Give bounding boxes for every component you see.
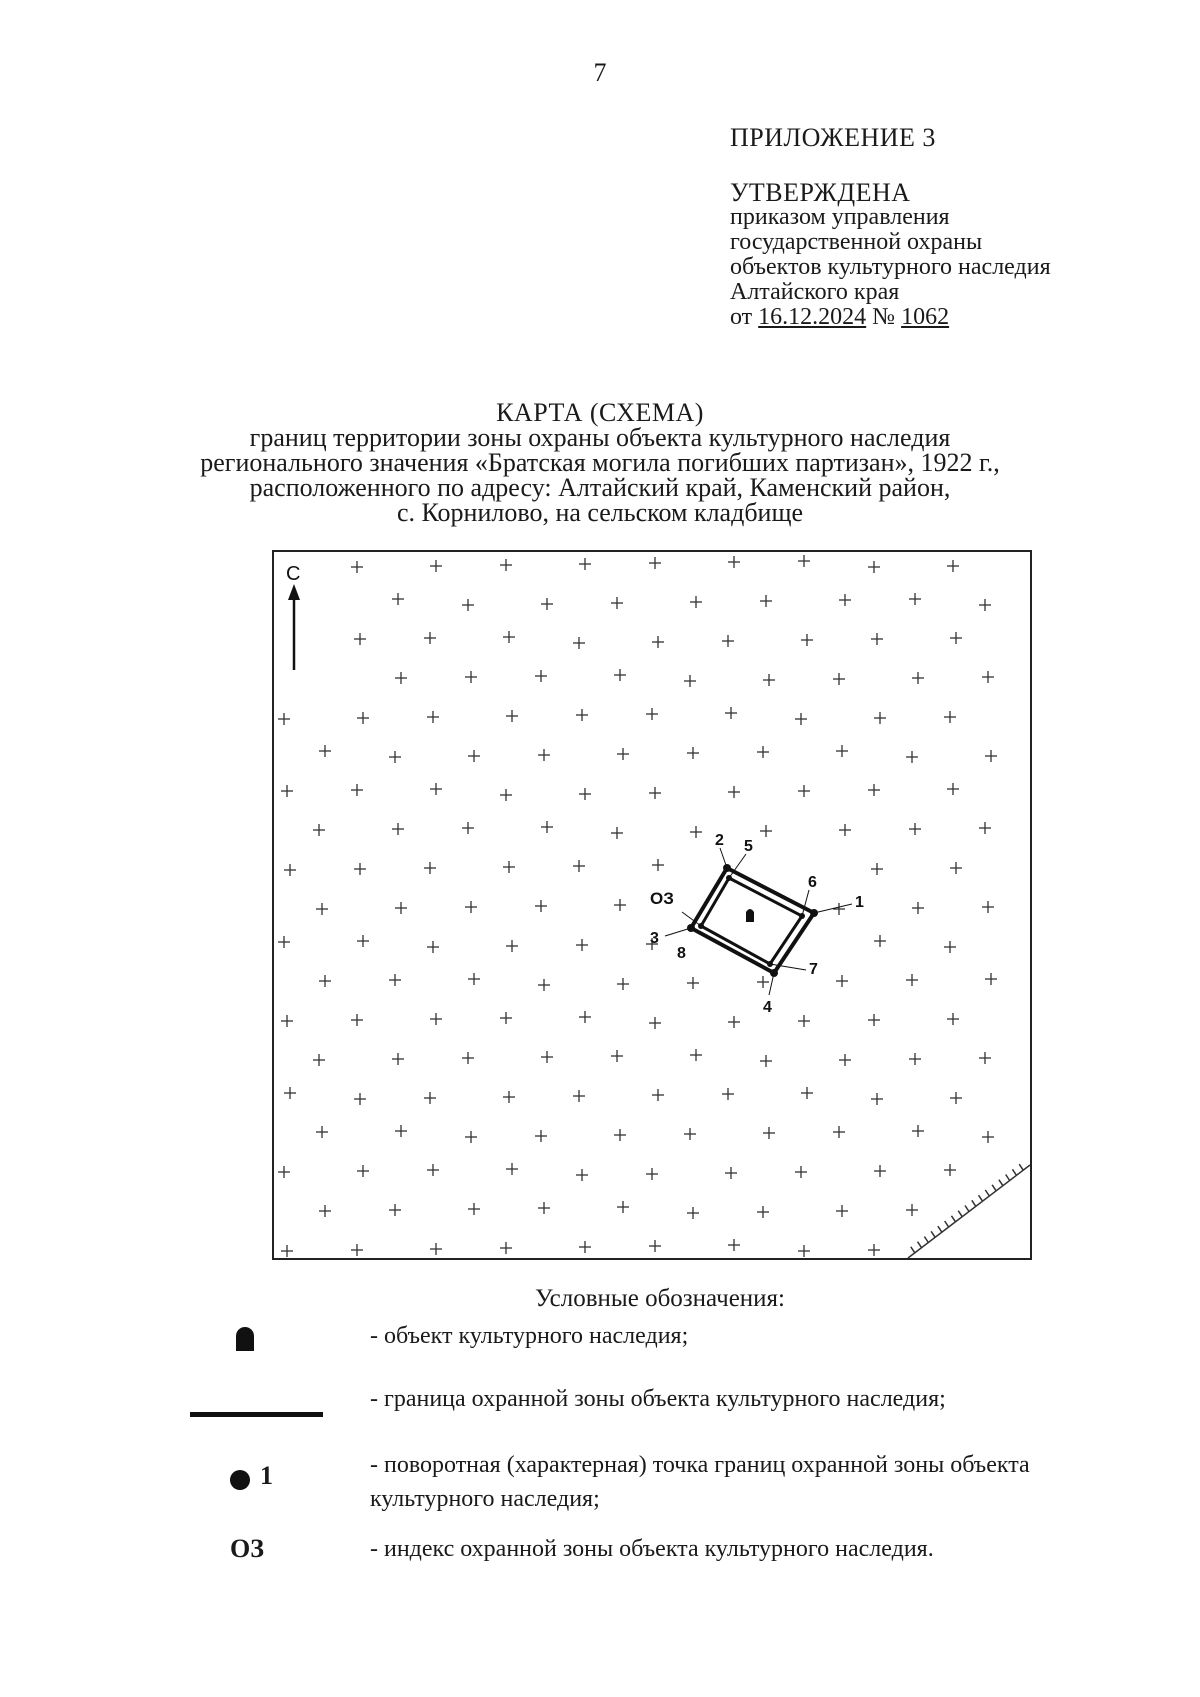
approval-block (730, 125, 1051, 330)
map-scheme (272, 550, 1032, 1260)
legend-text: - поворотная (характерная) точка границ охранной зоны объекта культурного наследия; (370, 1452, 1030, 1512)
map-title-heading: КАРТА (СХЕМА) (496, 398, 704, 427)
date-prefix: от (730, 304, 753, 330)
point-label: 5 (744, 838, 753, 855)
point-label: 6 (808, 874, 817, 891)
map-title-line: расположенного по адресу: Алтайский край, Каменский район, (249, 473, 951, 502)
north-label: С (286, 563, 301, 585)
legend-text: - индекс охранной зоны объекта культурного наследия. (370, 1536, 934, 1562)
legend-text: - граница охранной зоны объекта культурного наследия; (370, 1386, 946, 1412)
map-title-line: границ территории зоны охраны объекта культурного наследия (249, 423, 951, 452)
boundary-line-icon (190, 1412, 323, 1417)
point-label: 8 (677, 945, 686, 962)
point-label: 3 (650, 930, 659, 947)
zone-index-label: ОЗ (650, 889, 674, 908)
map-title (0, 400, 1200, 525)
legend-symbol (180, 1394, 340, 1434)
approval-line: Алтайского края (730, 279, 900, 305)
point-label: 2 (715, 832, 724, 849)
legend-item-turning-point (180, 1448, 1100, 1523)
approval-line: приказом управления (730, 204, 950, 230)
approval-date-line (730, 305, 1051, 330)
number-prefix: № (872, 304, 896, 330)
approval-date: 16.12.2024 (758, 304, 867, 330)
map-svg (272, 550, 1032, 1260)
zone-index-symbol: ОЗ (230, 1534, 264, 1563)
legend-symbol (180, 1530, 340, 1570)
point-label: 4 (763, 999, 772, 1016)
point-label: 7 (809, 961, 818, 978)
legend-item-zone-index (180, 1530, 1100, 1580)
turning-point-icon (230, 1470, 250, 1490)
page-number: 7 (593, 58, 607, 87)
turning-point-symbol-label: 1 (260, 1461, 273, 1490)
approval-heading: УТВЕРЖДЕНА (730, 178, 911, 207)
monument-icon (236, 1327, 254, 1351)
legend-item-monument (180, 1317, 1100, 1367)
map-title-line: регионального значения «Братская могила погибших партизан», 1922 г., (200, 448, 1000, 477)
approval-number: 1062 (901, 304, 950, 330)
legend-symbol (180, 1317, 340, 1357)
approval-line: государственной охраны (730, 229, 983, 255)
map-title-line: с. Корнилово, на сельском кладбище (396, 498, 804, 527)
monument-icon (746, 909, 754, 922)
appendix-title: ПРИЛОЖЕНИЕ 3 (730, 123, 936, 152)
legend-symbol (180, 1458, 340, 1498)
point-label: 1 (855, 894, 864, 911)
legend-text: - объект культурного наследия; (370, 1323, 689, 1349)
legend-title: Условные обозначения: (534, 1285, 786, 1312)
legend-item-boundary (180, 1382, 1100, 1432)
approval-line: объектов культурного наследия (730, 254, 1051, 280)
